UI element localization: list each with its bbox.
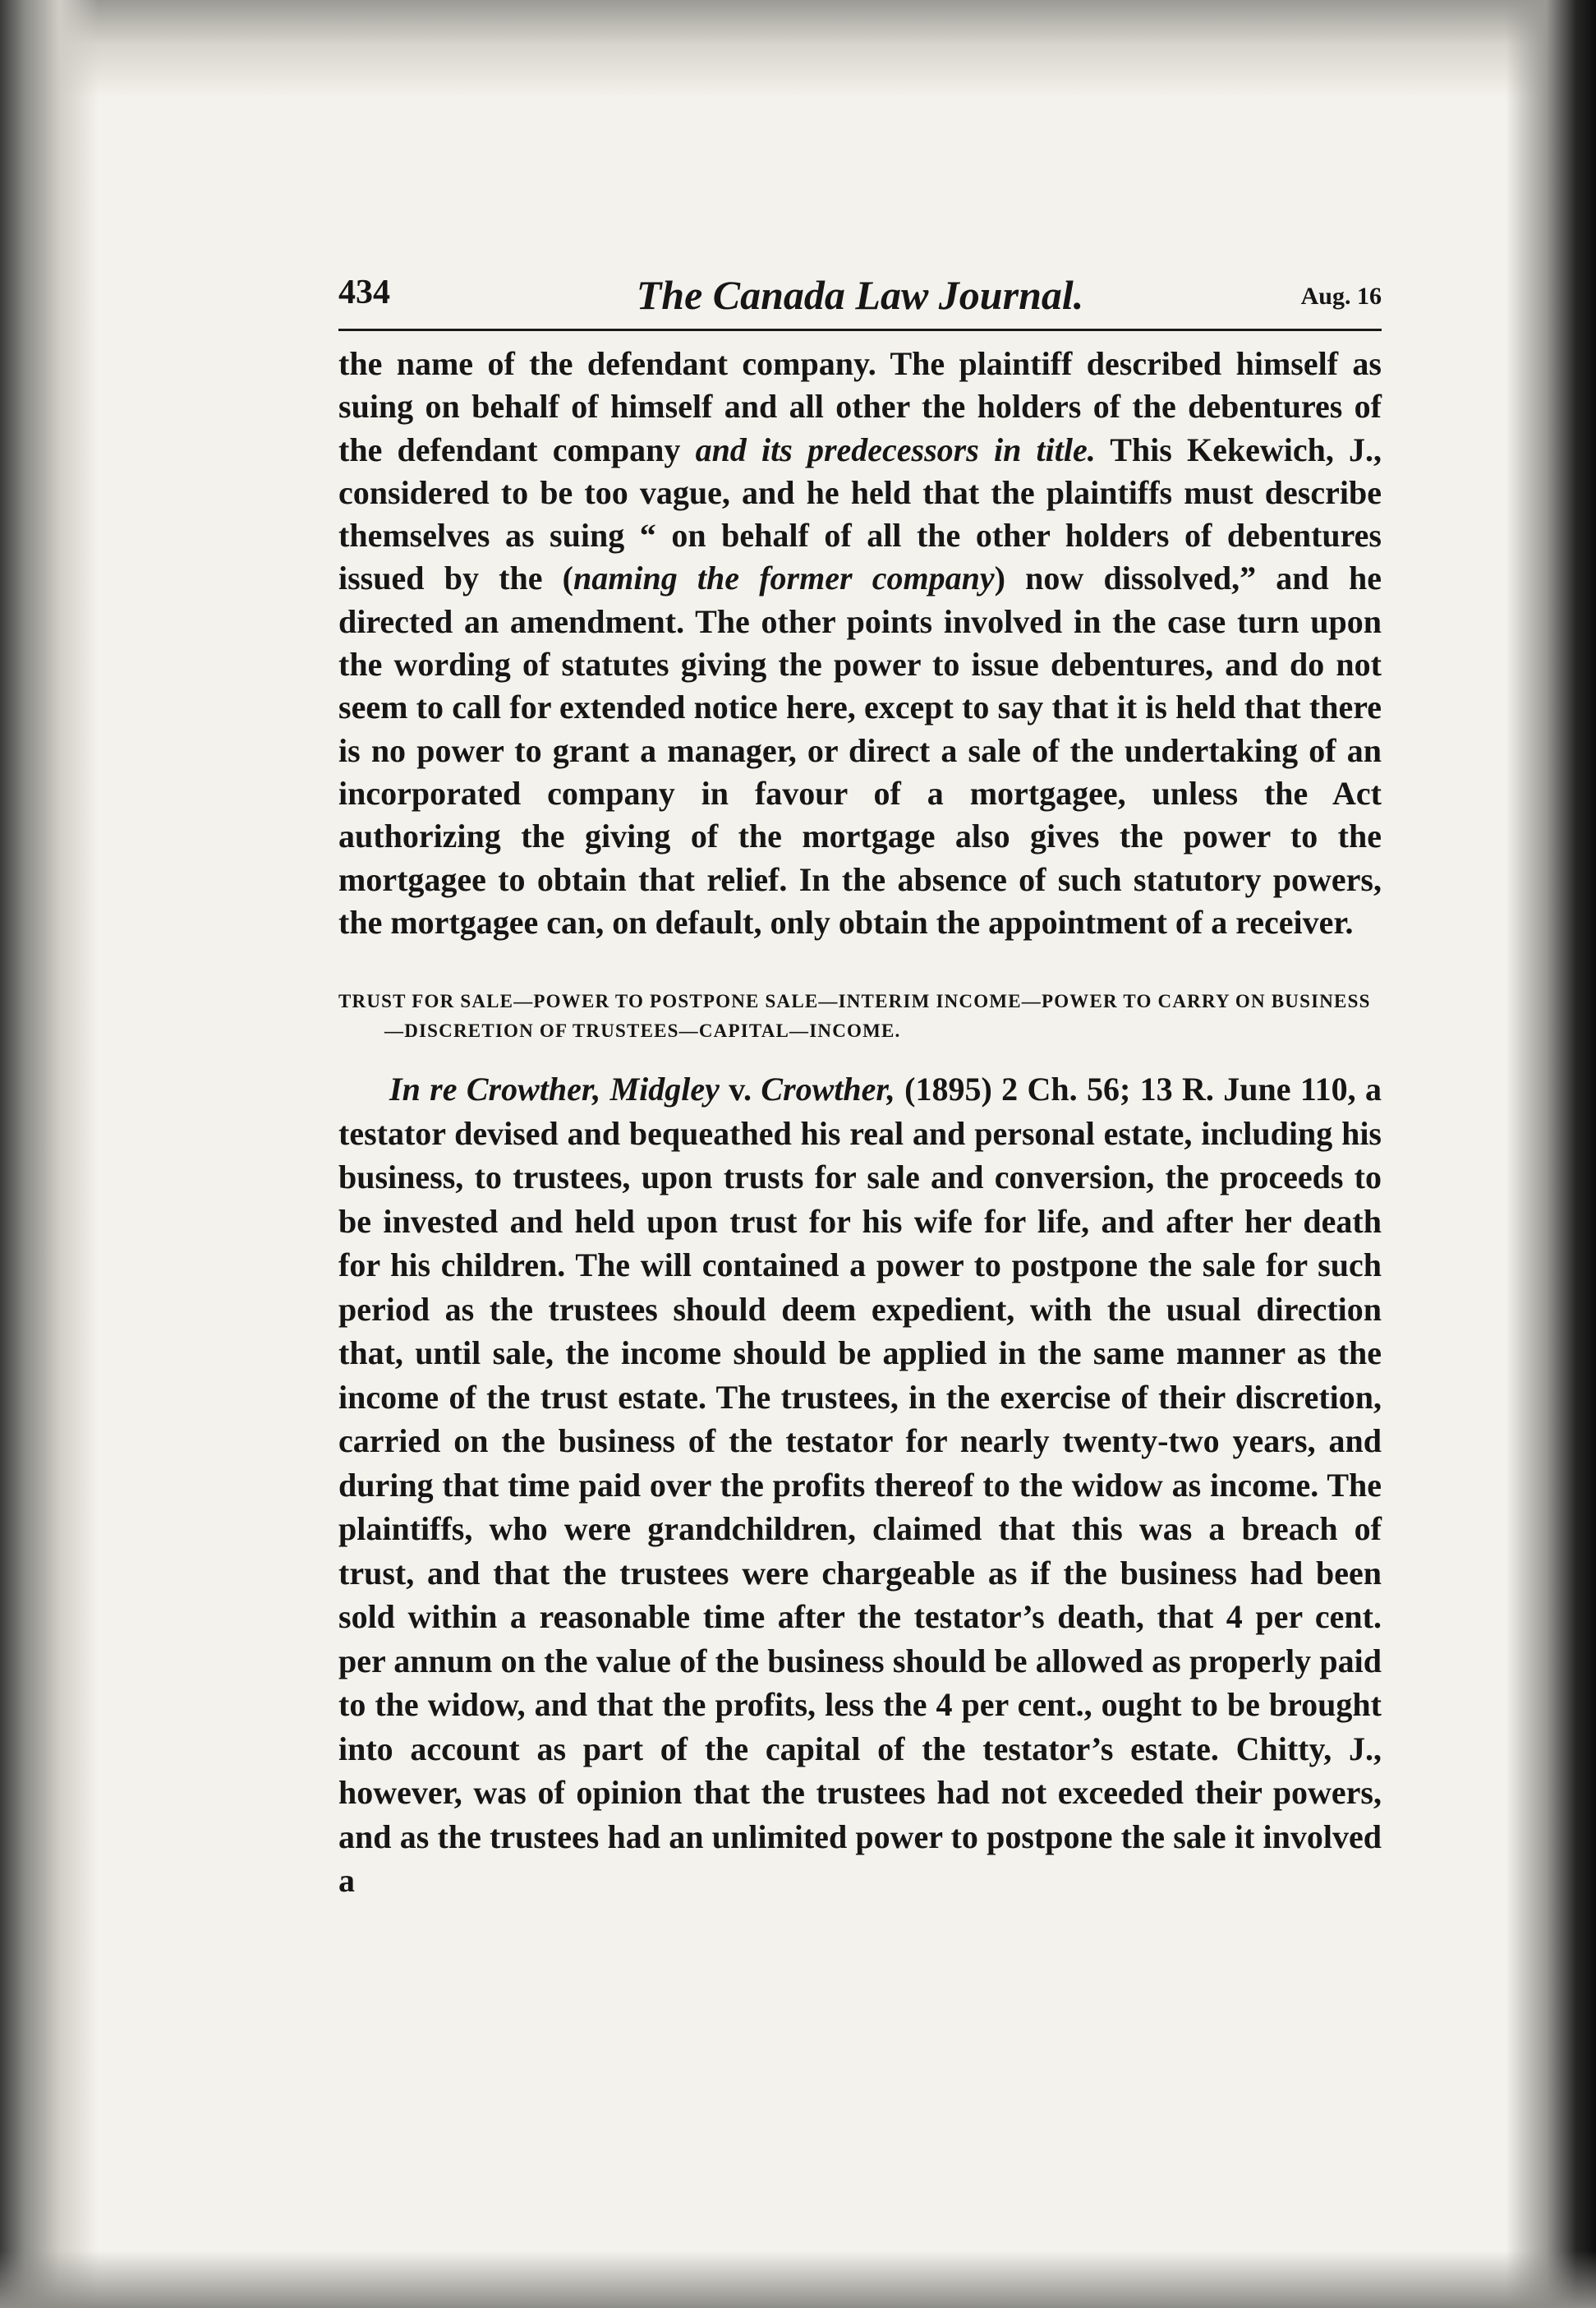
paragraph-text: ) now dissolved,” and he directed an amendment. The other points involved in the case turn upon the wording of statutes giving the power to issue debentures, and do not seem to call for extended notice here, except to say that it is held that there is no power to grant a manager, or direct a sale of the undertaking of an incorporated company in favour of a mortgagee, unless the Act authorizing the giving of the mortgage also gives the power to the mortgagee to obtain that relief. In the absence of such statutory powers, the mortgagee can, on default, only obtain the appointment of a receiver. bbox=[338, 560, 1382, 941]
journal-title: The Canada Law Journal. bbox=[636, 272, 1084, 318]
paragraph-text: (1895) 2 Ch. 56; 13 R. June 110, a testator devised and bequeathed his real and personal estate, including his business, to trustees, upon trusts for sale and conversion, the proceeds to be invested and held upon trust for his wife for life, and after her death for his children. The will contained a power to postpone the sale for such period as the trustees should deem expedient, with the usual direction that, until sale, the income should be applied in the same manner as the income of the trust estate. The trustees, in the exercise of their discretion, carried on the business of the testator for nearly twenty-two years, and during that time paid over the profits thereof to the widow as income. The plaintiffs, who were grandchildren, claimed that this was a breach of trust, and that the trustees were chargeable as if the business had been sold within a reasonable time after the testator’s death, that 4 per cent. per annum on the value of the business should be allowed as properly paid to the widow, and that the profits, less the 4 per cent., ought to be brought into account as part of the capital of the testator’s estate. Chitty, J., however, was of opinion that the trustees had not exceeded their powers, and as the trustees had an unlimited power to postpone the sale it involved a bbox=[338, 1071, 1382, 1900]
paragraph-text: the name of the defendant company. The plaintiff described himself as suing on behalf of himself and all other the holders of the debentures of the defendant company bbox=[338, 345, 1382, 468]
paragraph-debentures bbox=[338, 343, 1382, 944]
case-name: In re Crowther, Midgley bbox=[389, 1071, 720, 1108]
issue-date: Aug. 16 bbox=[1300, 283, 1382, 310]
page-number: 434 bbox=[338, 274, 390, 311]
versus: v. bbox=[719, 1071, 761, 1108]
scan-edge-top bbox=[0, 0, 1596, 99]
page-content bbox=[338, 271, 1382, 1903]
scan-edge-left bbox=[0, 0, 99, 2308]
scan-edge-right bbox=[1506, 0, 1596, 2308]
running-header bbox=[338, 271, 1382, 331]
section-heading: TRUST FOR SALE—POWER TO POSTPONE SALE—INTERIM INCOME—POWER TO CARRY ON BUSINESS—DISCRETION OF TRUSTEES—CAPITAL—INCOME. bbox=[338, 991, 1371, 1042]
italic-phrase: and its predecessors in title. bbox=[695, 431, 1096, 468]
case-name: Crowther, bbox=[761, 1071, 895, 1108]
paragraph-text: This Kekewich, J., considered to be too vague, and he held that the plaintiffs must describe themselves as suing “ on behalf of all the other holders of debentures issued by the ( bbox=[338, 431, 1382, 597]
paragraph-crowther bbox=[338, 1067, 1382, 1903]
scan-edge-bottom bbox=[0, 2250, 1596, 2308]
italic-phrase: naming the former company bbox=[573, 560, 995, 597]
